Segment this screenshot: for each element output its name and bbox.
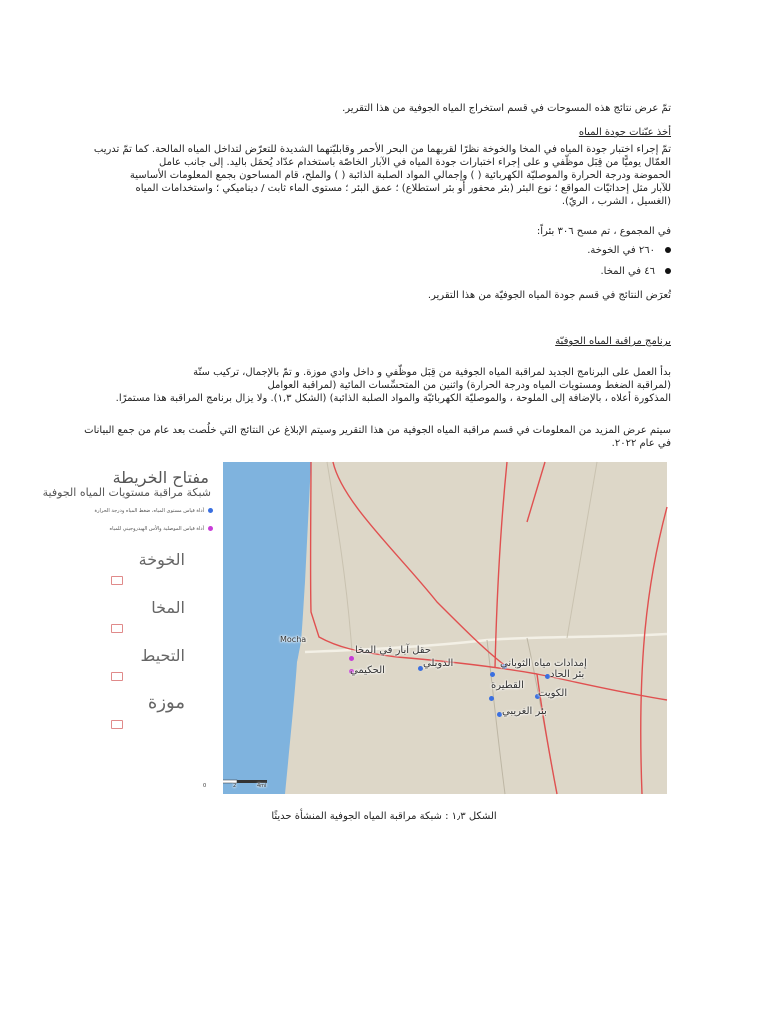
legend-region-mawza: موزة	[147, 692, 185, 713]
purple-point-icon	[208, 526, 213, 531]
label-mokha-wellfield: حقل آبار في المخا	[355, 645, 432, 656]
legend-title: مفتاح الخريطة	[112, 468, 209, 487]
legend-subtitle: شبكة مراقبة مستويات المياه الجوفية	[42, 486, 211, 499]
label-dubli: الدوبلي	[423, 658, 454, 669]
blue-point-icon	[208, 508, 213, 513]
monitoring-paragraph	[99, 366, 671, 405]
quality-heading	[99, 126, 671, 139]
legend-item-level-logger	[95, 508, 214, 514]
bullet-dot	[665, 247, 671, 253]
monitoring-line: بدأ العمل على البرنامج الجديد لمراقبة المياه الجوفية من قِبَل موظّفي و داخل وادي موزة. و تمّ بالإجمال، تركيب ستّة	[193, 367, 671, 378]
intro-paragraph	[99, 102, 671, 115]
monitoring-more	[84, 424, 671, 450]
intro-text: تمّ عرض نتائج هذه المسوحات في قسم استخراج المياه الجوفية من هذا التقرير.	[342, 103, 671, 114]
region-swatch-icon	[111, 624, 123, 633]
legend-item-text: أداة قياس مستوى المياه، ضغط المياه ودرجة الحرارة	[94, 508, 204, 514]
quality-paragraph	[93, 143, 671, 208]
quality-line: العمّال يوميًّا من قِبَل موظّفي و على إجراء اختبارات جودة المياه في الآبار الخاصّة باستخدام عدّاد يُحمَل باليد. إلى جانب عامل	[159, 157, 671, 168]
label-qutaira: القطيرة	[491, 680, 524, 691]
label-ghuraibi: بئر الغريبي	[502, 706, 547, 717]
city-label-mocha: Mocha	[280, 635, 307, 644]
quality-line: تمّ إجراء اختبار جودة المياه في المخا والخوخة نظرًا لقربهما من البحر الأحمر وقابليّتهما الشديدة للتعرّض لتداخل المياه المالحة. كما تمّ تدريب	[93, 144, 671, 155]
region-swatch-icon	[111, 576, 123, 585]
monitoring-more-line: في عام ٢٠٢٢.	[611, 438, 671, 449]
scale-tick: 0	[203, 783, 207, 789]
map-legend	[42, 462, 223, 794]
quality-line: للآبار مثل إحداثيّات المواقع ؛ نوع البئر (بئر محفور أو بئر استطلاع) ؛ عمق البئر ؛ مستوى الماء ثابت / ديناميكي ؛ واستخدامات المياه	[135, 183, 671, 194]
region-swatch-icon	[111, 720, 123, 729]
label-hakimi: الحكيمي	[350, 665, 385, 676]
total-wells	[99, 225, 671, 238]
bullet-text: ٤٦ في المخا.	[600, 266, 655, 277]
legend-region-khokha: الخوخة	[138, 550, 185, 569]
legend-region-tuhayta: التحيط	[140, 646, 185, 665]
monitoring-heading-text: برنامج مراقبة المياه الجوفيّة	[555, 336, 671, 347]
monitoring-line: (لمراقبة الضغط ومستويات المياه ودرجة الحرارة) واثنين من المتحسِّسات المائية (لمراقبة العوامل	[267, 380, 671, 391]
bullet-item	[111, 245, 671, 256]
quality-result-text: تُعرَض النتائج في قسم جودة المياه الجوفيّة من هذا التقرير.	[427, 290, 671, 301]
monitoring-heading	[99, 335, 671, 348]
label-kuwait: الكويت	[538, 688, 568, 699]
region-swatch-icon	[111, 672, 123, 681]
legend-item-text: أداة قياس الموصلية والأس الهيدروجيني للمياه	[109, 526, 204, 532]
label-thawbani: إمدادات مياه الثوباني	[500, 658, 587, 669]
legend-item-conductivity-logger	[109, 526, 213, 532]
legend-region-mokha: المخا	[151, 598, 185, 617]
total-wells-text: في المجموع ، تم مسح ٣٠٦ بئراً:	[536, 226, 671, 237]
bullet-item	[111, 266, 671, 277]
well-point	[349, 656, 354, 661]
quality-line: (الغسيل ، الشرب ، الريّ).	[561, 196, 671, 207]
quality-result	[99, 289, 671, 302]
monitoring-more-line: سيتم عرض المزيد من المعلومات في قسم مراقبة المياه الجوفية من هذا التقرير وسيتم الإبلاغ عن النتائج التي خلُصت بعد عام من جمع البيانات	[84, 425, 671, 436]
label-bir-hadi: بئر الحاد	[550, 669, 585, 680]
quality-line: الحموضة ودرجة الحرارة والموصليّة الكهربائية ( ) وإجمالي المواد الصلبة الذائبة ( ) والملح، قام المساحون بجمع المعلومات الأساسية	[129, 170, 671, 181]
bullet-dot	[665, 268, 671, 274]
quality-heading-text: أخذ عيّنات جودة المياه	[578, 127, 671, 138]
well-point	[489, 696, 494, 701]
bullet-text: ٢٦٠ في الخوخة.	[587, 245, 655, 256]
monitoring-map	[42, 462, 667, 794]
well-point	[490, 672, 495, 677]
scale-tick: 4mi	[257, 783, 267, 789]
scale-tick: 2	[233, 783, 237, 789]
figure-caption: الشكل ١٫٣ : شبكة مراقبة المياه الجوفية المنشأة حديثًا	[271, 811, 497, 822]
monitoring-line: المذكورة أعلاه ، بالإضافة إلى الملوحة ، والموصليّة الكهربائيّة والمواد الصلبة الذائبة) (الشكل ١,٣). ولا يزال برنامج المراقبة هذا مستمرًا.	[115, 393, 671, 404]
